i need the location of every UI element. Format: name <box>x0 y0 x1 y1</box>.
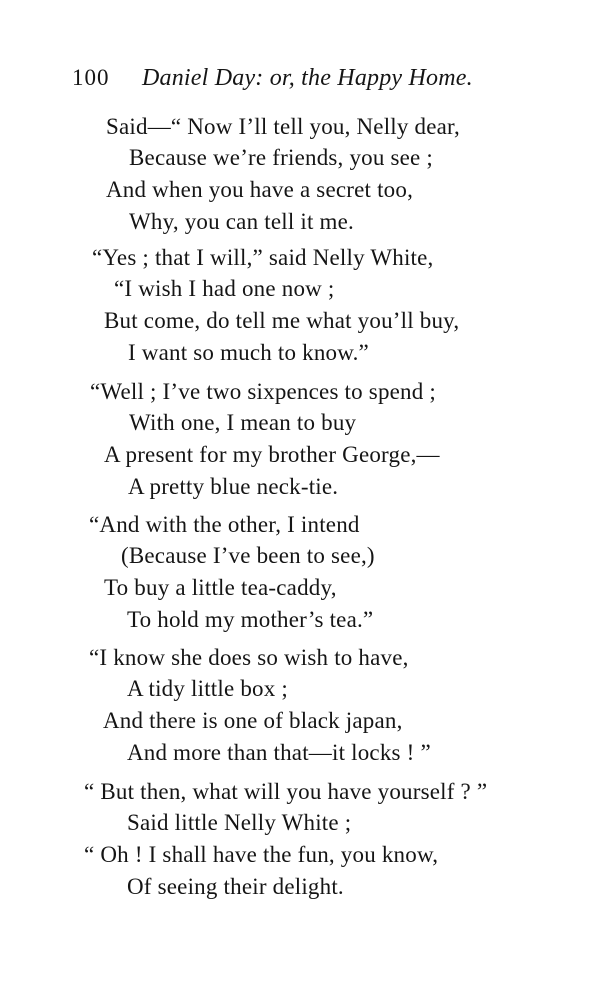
poem-line: “ Oh ! I shall have the fun, you know, <box>84 842 439 867</box>
poem-line: Said little Nelly White ; <box>127 810 352 835</box>
poem-line: And there is one of black japan, <box>103 708 403 733</box>
poem-line: To hold my mother’s tea.” <box>127 607 374 632</box>
poem-line: “ But then, what will you have yourself ? ” <box>84 779 488 804</box>
poem-line: “I know she does so wish to have, <box>89 645 409 670</box>
page-number: 100 <box>72 65 110 90</box>
poem-line: “Well ; I’ve two sixpences to spend ; <box>90 379 436 404</box>
poem-line: And when you have a secret too, <box>106 177 414 202</box>
page-header <box>72 62 532 94</box>
poem-line: A pretty blue neck-tie. <box>128 474 339 499</box>
poem-line: (Because I’ve been to see,) <box>121 543 375 568</box>
poem-line: With one, I mean to buy <box>129 410 357 435</box>
poem-line: I want so much to know.” <box>128 340 369 365</box>
poem-line: To buy a little tea-caddy, <box>104 575 337 600</box>
poem-line: A present for my brother George,— <box>104 442 440 467</box>
poem-line: “Yes ; that I will,” said Nelly White, <box>92 245 434 270</box>
running-title: Daniel Day: or, the Happy Home. <box>142 65 473 91</box>
poem-line: But come, do tell me what you’ll buy, <box>104 308 460 333</box>
poem-line: A tidy little box ; <box>127 676 288 701</box>
poem-line: Because we’re friends, you see ; <box>129 145 433 170</box>
poem-line: And more than that—it locks ! ” <box>127 740 431 765</box>
poem-line: Why, you can tell it me. <box>129 209 354 234</box>
poem-line: “I wish I had one now ; <box>114 276 335 301</box>
poem-line: Of seeing their delight. <box>127 874 344 899</box>
poem-line: Said—“ Now I’ll tell you, Nelly dear, <box>106 114 460 139</box>
poem-line: “And with the other, I intend <box>89 512 360 537</box>
